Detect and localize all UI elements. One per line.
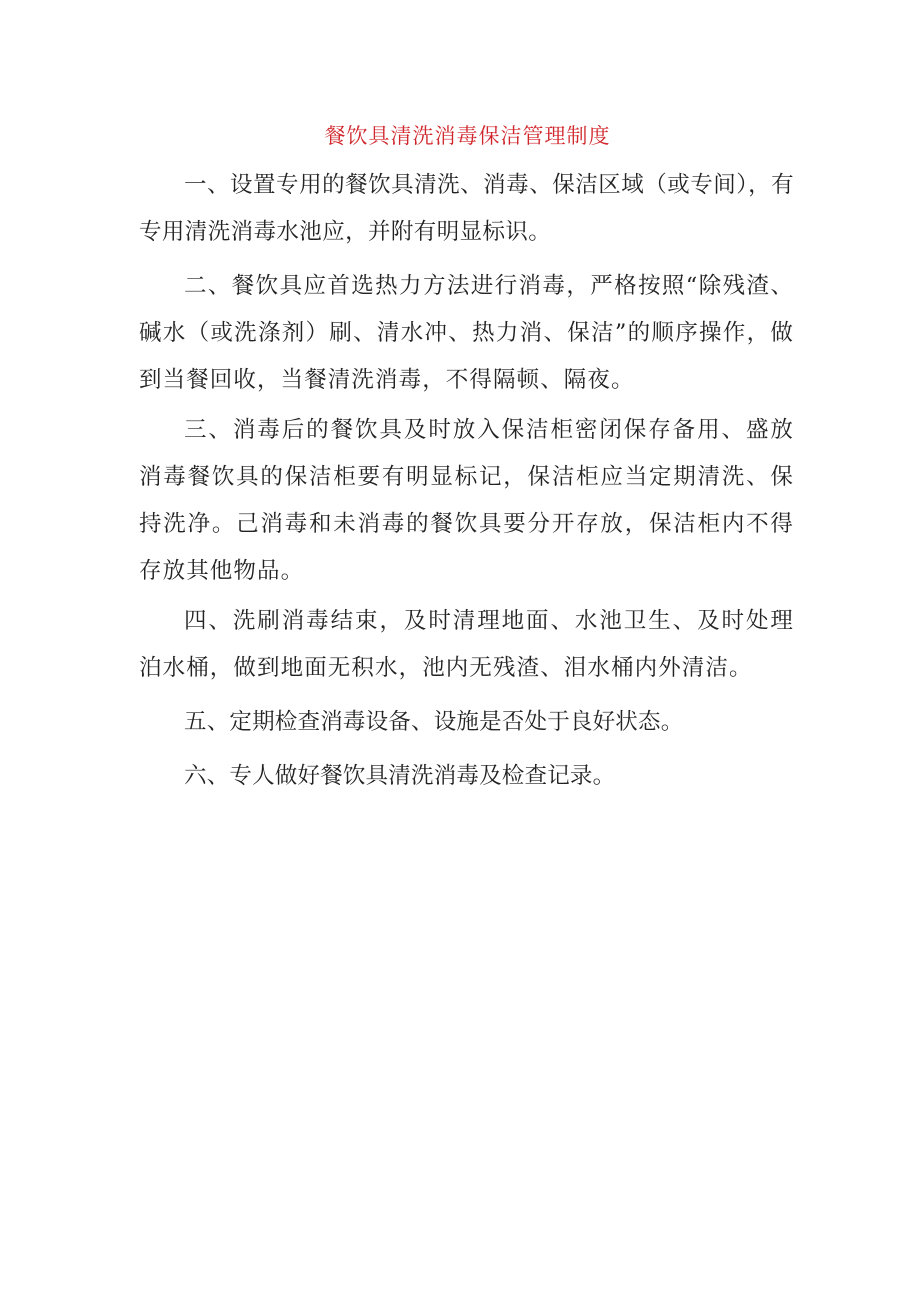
paragraph-6: 六、专人做好餐饮具清洗消毒及检查记录。	[184, 763, 616, 789]
paragraph-3: 三、消毒后的餐饮具及时放入保洁柜密闭保存备用、盛放消毒餐饮具的保洁柜要有明显标记，保洁柜应当定期清洗、保持洗净。己消毒和未消毒的餐饮具要分开存放，保洁柜内不得存放其他物品。	[139, 417, 794, 584]
document-body	[139, 162, 794, 800]
paragraph-2: 二、餐饮具应首选热力方法进行消毒，严格按照“除残渣、碱水（或洗涤剂）刷、清水冲、热力消、保洁”的顺序操作，做到当餐回收，当餐清洗消毒，不得隔顿、隔夜。	[139, 273, 794, 393]
document-title: 餐饮具清洗消毒保洁管理制度	[324, 124, 611, 148]
paragraph-1: 一、设置专用的餐饮具清洗、消毒、保洁区域（或专间），有专用清洗消毒水池应，并附有明显标识。	[139, 172, 794, 245]
paragraph-4: 四、洗刷消毒结束，及时清理地面、水池卫生、及时处理泊水桶，做到地面无积水，池内无残渣、泪水桶内外清洁。	[139, 608, 794, 681]
paragraph-5: 五、定期检查消毒设备、设施是否处于良好状态。	[184, 709, 684, 735]
